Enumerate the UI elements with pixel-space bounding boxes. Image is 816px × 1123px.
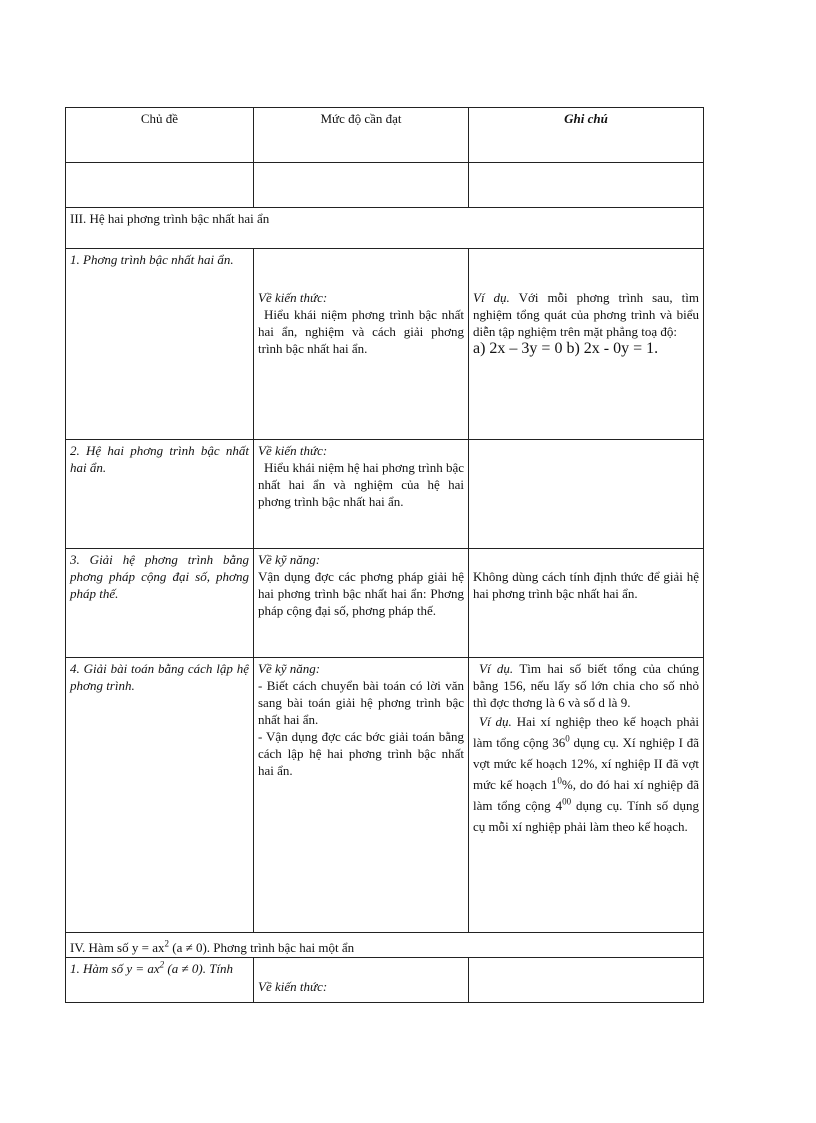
topic-cell <box>66 958 254 1003</box>
note-cell <box>469 440 704 549</box>
header-requirement: Mức độ cần đạt <box>254 108 469 163</box>
table-row <box>66 549 704 658</box>
example-label: Ví dụ. <box>479 714 512 729</box>
requirement-cell <box>254 249 469 440</box>
section-title-part: (a ≠ 0). Phơng trình bậc hai một ẩn <box>168 940 355 955</box>
superscript: 0 <box>565 733 570 744</box>
requirement-label: Về kỹ năng: <box>258 661 321 676</box>
requirement-item: - Vận dụng đợc các bớc giải toán bằng cách lập hệ hai phơng trình bậc nhất hai ẩn. <box>258 729 464 778</box>
note-text: Tìm hai số biết tổng của chúng bằng 156, nếu lấy số lớn chia cho số nhỏ thì đợc thơng là 6 và số d là 9. <box>473 661 700 710</box>
table-header-row <box>66 108 704 163</box>
table-row <box>66 958 704 1003</box>
requirement-text: Hiểu khái niệm phơng trình bậc nhất hai ẩn, nghiệm và cách giải phơng trình bậc nhất hai ẩn. <box>258 307 464 356</box>
note-equation: a) 2x – 3y = 0 b) 2x - 0y = 1. <box>473 340 659 357</box>
requirement-text: Vận dụng đợc các phơng pháp giải hệ hai phơng trình bậc nhất hai ẩn: Phơng pháp cộng đại số, phơng pháp thế. <box>258 569 464 618</box>
example-label: Ví dụ. <box>479 661 514 676</box>
requirement-label: Về kiến thức: <box>258 443 328 458</box>
header-note: Ghi chú <box>469 108 704 163</box>
requirement-cell <box>254 549 469 658</box>
topic-part: (a ≠ 0). Tính <box>164 961 234 976</box>
header-topic: Chủ đề <box>66 108 254 163</box>
topic-cell: 3. Giải hệ phơng trình bằng phơng pháp cộng đại số, phơng pháp thế. <box>66 549 254 658</box>
requirement-cell <box>254 440 469 549</box>
section-title <box>66 933 704 958</box>
note-cell <box>469 549 704 658</box>
superscript: 00 <box>562 796 572 807</box>
requirement-label: Về kiến thức: <box>258 979 328 994</box>
section-title-part: IV. Hàm số y = ax <box>70 940 165 955</box>
section-row-4 <box>66 933 704 958</box>
requirement-cell <box>254 658 469 933</box>
note-text: Hai xí nghiệp theo kế hoạch phải làm tổng cộng 36 <box>473 714 700 750</box>
note-cell <box>469 958 704 1003</box>
table-row <box>66 249 704 440</box>
example-label: Ví dụ. <box>473 290 510 305</box>
note-text: %, do đó hai xí nghiệp đã làm tổng cộng 4 <box>473 777 699 813</box>
requirement-item: - Biết cách chuyển bài toán có lời văn sang bài toán giải hệ phơng trình bậc nhất hai ẩn. <box>258 678 464 727</box>
requirement-label: Về kỹ năng: <box>258 552 321 567</box>
topic-cell: 2. Hệ hai phơng trình bậc nhất hai ẩn. <box>66 440 254 549</box>
requirement-text: Hiểu khái niệm hệ hai phơng trình bậc nhất hai ẩn và nghiệm của hệ hai phơng trình bậc nhất hai ẩn. <box>258 460 465 509</box>
note-text: dụng cụ. Xí nghiệp I đã vợt mức kế hoạch 12%, xí nghiệp II đã vợt mức kế hoạch 1 <box>473 735 699 792</box>
topic-cell: 1. Phơng trình bậc nhất hai ẩn. <box>66 249 254 440</box>
blank-row <box>66 163 704 208</box>
note-text: Với mỗi phơng trình sau, tìm nghiệm tổng quát của phơng trình và biểu diễn tập nghiệm trên mặt phẳng toạ độ: <box>473 290 699 339</box>
note-text: Không dùng cách tính định thức để giải hệ hai phơng trình bậc nhất hai ẩn. <box>473 569 699 601</box>
topic-part: 1. Hàm số y = ax <box>70 961 160 976</box>
curriculum-table <box>65 107 704 1003</box>
note-text: dụng cụ. Tính số dụng cụ mỗi xí nghiệp phải làm theo kế hoạch. <box>473 798 699 834</box>
section-row-3 <box>66 208 704 249</box>
table-row <box>66 658 704 933</box>
note-cell <box>469 658 704 933</box>
note-cell <box>469 249 704 440</box>
superscript: 2 <box>159 959 165 970</box>
superscript: 2 <box>164 938 169 949</box>
superscript: 0 <box>557 775 562 786</box>
topic-cell: 4. Giải bài toán bằng cách lập hệ phơng trình. <box>66 658 254 933</box>
table-row <box>66 440 704 549</box>
requirement-cell <box>254 958 469 1003</box>
section-title: III. Hệ hai phơng trình bậc nhất hai ẩn <box>66 208 704 249</box>
requirement-label: Về kiến thức: <box>258 290 328 305</box>
